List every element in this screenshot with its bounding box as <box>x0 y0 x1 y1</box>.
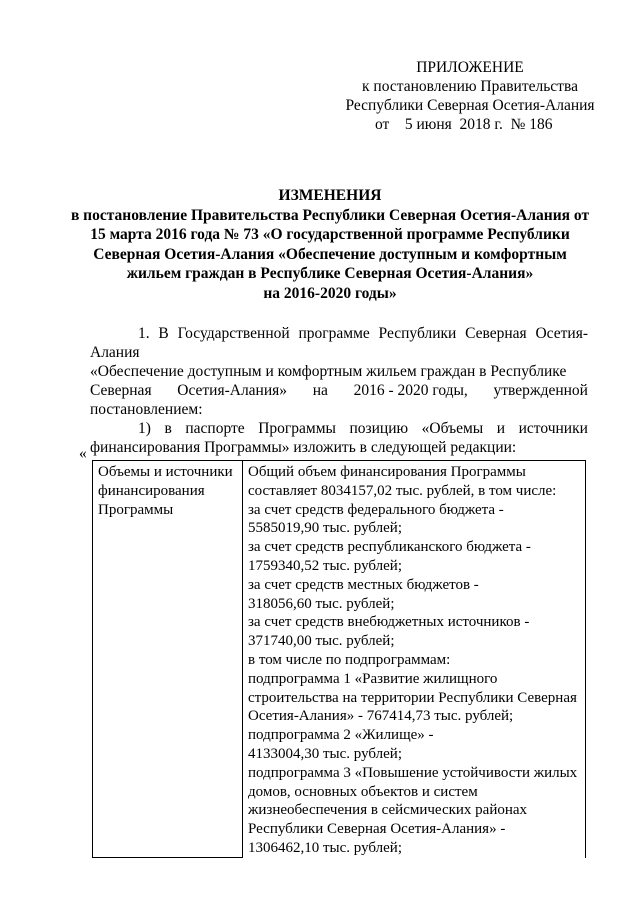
cell-text-line: домов, основных объектов и систем <box>248 783 478 800</box>
heading-line: Северная Осетия-Алания «Обеспечение доступным и комфортным <box>93 245 567 263</box>
paragraph-1-line-1: 1. В Государственной программе Республики Северная Осетия-Алания <box>90 325 588 361</box>
paragraph-1-line-3 <box>90 381 588 400</box>
position-content-cell <box>243 461 586 858</box>
heading-line: жильем граждан в Республике Северная Осетия-Алания» <box>126 265 534 283</box>
cell-text-line: за счет средств местных бюджетов - <box>248 576 479 593</box>
cell-text-line: Программы <box>98 501 174 518</box>
cell-text-line: подпрограмма 3 «Повышение устойчивости жилых <box>248 764 578 781</box>
program-passport-table <box>92 460 586 858</box>
word: позицию <box>349 420 409 437</box>
appendix-header <box>330 58 610 134</box>
cell-text-line: Осетия-Алания» - 767414,73 тыс. рублей; <box>248 708 514 725</box>
heading-line: в постановление Правительства Республики Северная Осетия-Алания от <box>70 206 590 224</box>
document-heading <box>70 186 590 304</box>
appendix-title: ПРИЛОЖЕНИЕ <box>416 59 524 76</box>
paragraph-1-line-4: постановлением: <box>90 401 203 418</box>
heading-line: 15 марта 2016 года № 73 «О государственной программе Республики <box>90 226 570 244</box>
cell-text-line: строительства на территории Республики Северная <box>248 689 577 706</box>
cell-text-line: составляет 8034157,02 тыс. рублей, в том числе: <box>248 482 557 499</box>
word: 2016 - 2020 годы, <box>353 382 468 399</box>
appendix-line-2: Республики Северная Осетия-Алания <box>345 97 595 114</box>
text-fragment: «Обеспечение доступным и комфортным жильем граждан в Республике <box>90 363 567 380</box>
cell-text-line: за счет средств федерального бюджета - <box>248 501 504 518</box>
appendix-date-line: от 5 июня 2018 г. № 186 <box>375 116 553 133</box>
cell-text-line: 5585019,90 тыс. рублей; <box>248 520 402 537</box>
cell-text-line: Республики Северная Осетия-Алания» - <box>248 821 506 838</box>
word: Северная <box>90 382 152 399</box>
word: утвержденной <box>493 382 588 399</box>
word: 1) <box>138 420 151 437</box>
cell-text-line: финансирования <box>98 482 205 499</box>
position-name-cell <box>93 461 243 858</box>
cell-text-line: подпрограмма 1 «Развитие жилищного <box>248 670 498 687</box>
cell-text-line: Общий объем финансирования Программы <box>248 464 526 480</box>
cell-text-line: за счет средств республиканского бюджета - <box>248 539 531 556</box>
word: на <box>312 382 328 399</box>
word: паспорте <box>185 420 245 437</box>
word: в <box>164 420 172 437</box>
heading-title: ИЗМЕНЕНИЯ <box>278 187 382 204</box>
paragraph-2-line-1 <box>90 419 588 438</box>
cell-text-line: 371740,00 тыс. рублей; <box>248 633 395 650</box>
word: Программы <box>258 420 336 437</box>
cell-text-line: жизнеобеспечения в сейсмических районах <box>248 802 528 819</box>
cell-text-line: 1306462,10 тыс. рублей; <box>248 839 402 856</box>
body-text <box>90 324 588 457</box>
cell-text-line: Объемы и источники <box>98 464 233 480</box>
heading-line: на 2016-2020 годы» <box>263 284 397 302</box>
word: «Объемы <box>421 420 484 437</box>
opening-quote-mark: « <box>79 445 87 462</box>
appendix-line-1: к постановлению Правительства <box>362 78 578 95</box>
cell-text-line: подпрограмма 2 «Жилище» - <box>248 727 434 744</box>
word: Осетия-Алания» <box>177 382 288 399</box>
paragraph-1-line-2 <box>90 362 588 381</box>
cell-text-line: за счет средств внебюджетных источников - <box>248 614 530 631</box>
cell-text-line: 1759340,52 тыс. рублей; <box>248 557 402 574</box>
table-row <box>93 461 586 858</box>
paragraph-2-line-2: финансирования Программы» изложить в следующей редакции: <box>90 439 517 456</box>
cell-text-line: в том числе по подпрограммам: <box>248 651 451 668</box>
cell-text-line: 318056,60 тыс. рублей; <box>248 595 395 612</box>
word: источники <box>518 420 588 437</box>
word: и <box>496 420 506 437</box>
cell-text-line: 4133004,30 тыс. рублей; <box>248 745 402 762</box>
